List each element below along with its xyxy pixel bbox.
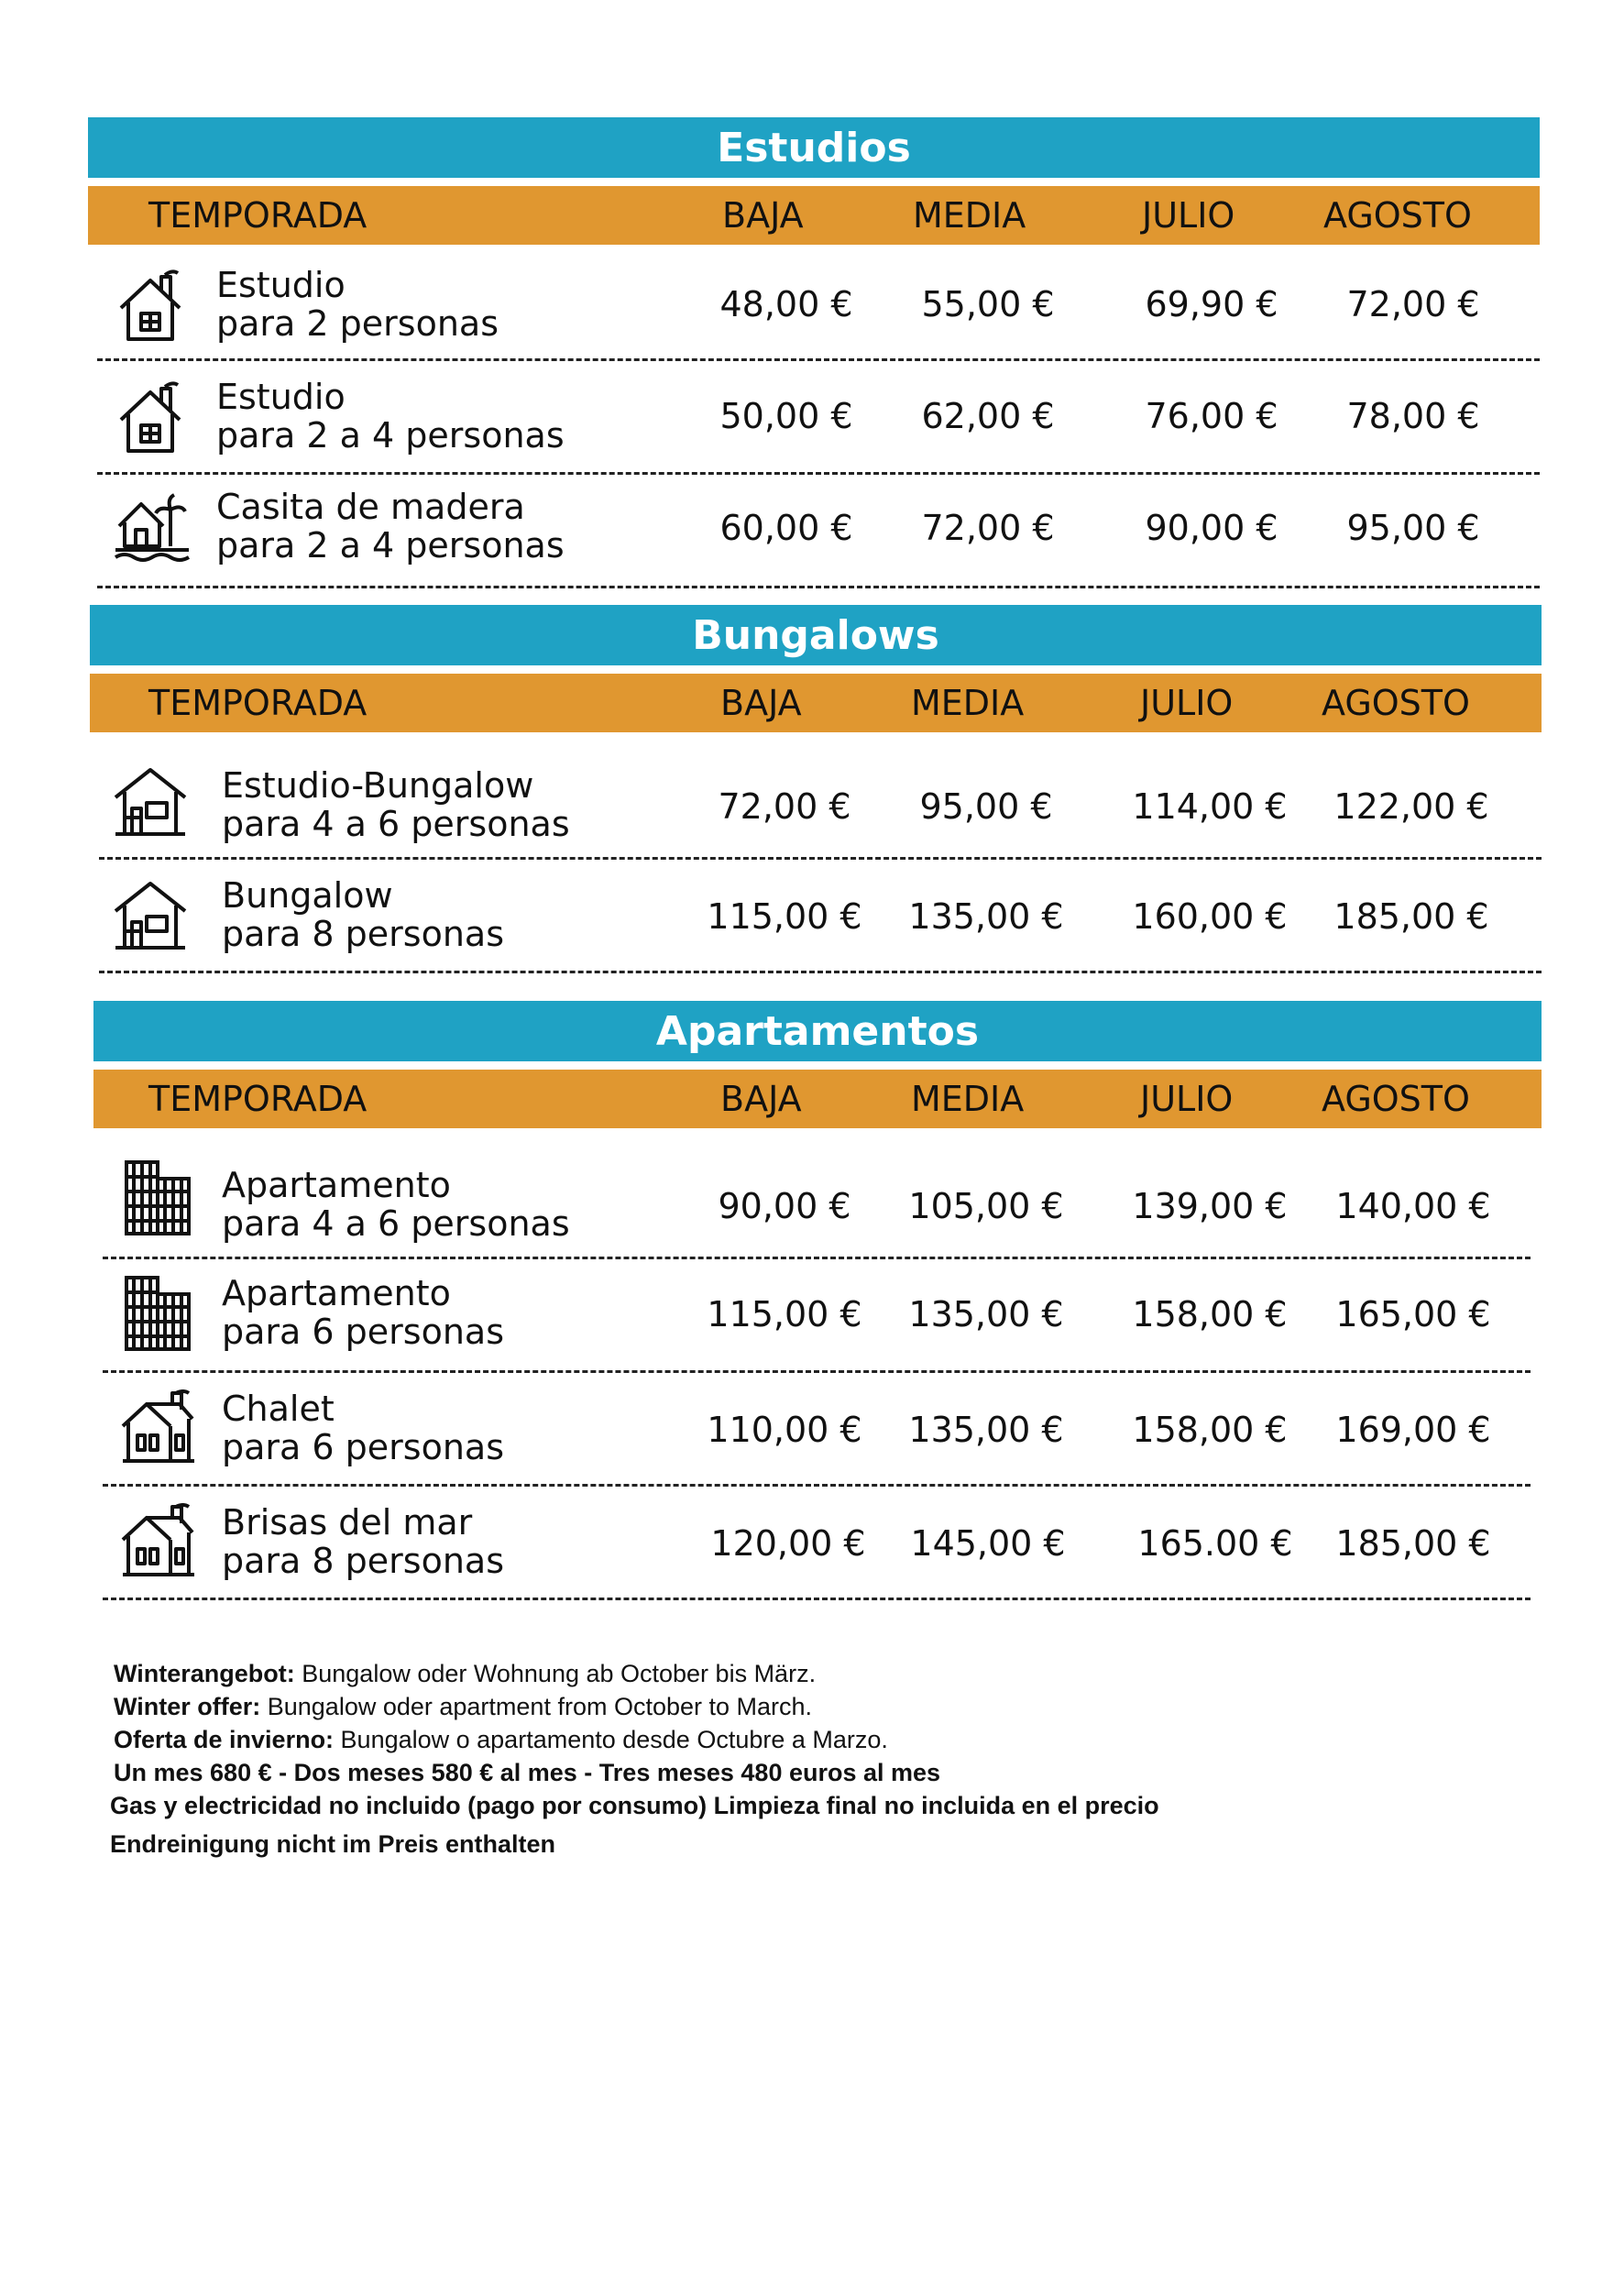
price-agosto: 95,00 € [1346,508,1480,548]
bungalow-icon [112,876,189,953]
price-agosto: 169,00 € [1335,1410,1491,1450]
table-row [93,1487,1531,1600]
row-divider [103,1598,1531,1600]
price-media: 135,00 € [908,896,1064,937]
apartment-building-icon [119,1274,196,1351]
table-row [93,1373,1531,1487]
row-name: Bungalow para 8 personas [222,875,504,954]
table-row [93,1137,1531,1259]
footer-notes [110,1657,1397,1861]
chalet-icon [119,1503,196,1580]
section-title: Estudios [88,117,1540,178]
price-baja: 60,00 € [719,508,853,548]
price-agosto: 122,00 € [1333,786,1489,827]
section-title: Apartamentos [93,1001,1542,1061]
header-baja: BAJA [720,683,802,723]
table-row [88,247,1540,361]
row-divider [97,586,1540,588]
wooden-hut-icon [114,489,191,566]
price-julio: 160,00 € [1132,896,1288,937]
price-agosto: 140,00 € [1335,1186,1491,1226]
table-row [90,741,1542,860]
header-julio: JULIO [1140,1079,1234,1119]
price-agosto: 72,00 € [1346,284,1480,324]
price-baja: 90,00 € [718,1186,851,1226]
table-header [93,1070,1542,1128]
price-julio: 158,00 € [1132,1294,1288,1334]
header-julio: JULIO [1142,195,1235,236]
note-utilities: Gas y electricidad no incluido (pago por consumo) Limpieza final no incluida en el precio [110,1792,1159,1819]
price-baja: 115,00 € [707,896,862,937]
price-agosto: 165,00 € [1335,1294,1491,1334]
price-baja: 120,00 € [710,1523,866,1564]
table-row [90,860,1542,973]
note-endreinigung: Endreinigung nicht im Preis enthalten [110,1830,556,1858]
price-julio: 90,00 € [1145,508,1278,548]
section-bungalows [90,605,1542,972]
apartment-building-icon [119,1158,196,1235]
header-media: MEDIA [911,1079,1025,1119]
section-apartamentos [93,1001,1542,1615]
table-header [88,186,1540,245]
price-julio: 114,00 € [1132,786,1288,827]
note-winterangebot: Winterangebot: Bungalow oder Wohnung ab October bis März. [114,1660,817,1687]
price-baja: 50,00 € [719,396,853,436]
house-icon [114,379,191,456]
row-name: Estudio para 2 personas [216,265,499,344]
row-name: Chalet para 6 personas [222,1389,504,1467]
table-row [88,475,1540,588]
header-media: MEDIA [911,683,1025,723]
header-agosto: AGOSTO [1322,683,1470,723]
price-julio: 69,90 € [1145,284,1278,324]
price-julio: 158,00 € [1132,1410,1288,1450]
section-estudios [88,117,1540,594]
header-media: MEDIA [913,195,1026,236]
chalet-icon [119,1389,196,1466]
header-agosto: AGOSTO [1322,1079,1470,1119]
price-media: 135,00 € [908,1410,1064,1450]
header-temporada: TEMPORADA [148,1079,368,1119]
note-monthly-prices: Un mes 680 € - Dos meses 580 € al mes - Tres meses 480 euros al mes [114,1759,941,1786]
note-winter-offer: Winter offer: Bungalow oder apartment from October to March. [114,1693,813,1720]
row-name: Casita de madera para 2 a 4 personas [216,487,565,566]
table-row [93,1259,1531,1373]
price-media: 105,00 € [908,1186,1064,1226]
row-name: Apartamento para 6 personas [222,1273,504,1352]
price-media: 62,00 € [921,396,1055,436]
price-julio: 76,00 € [1145,396,1278,436]
note-oferta-invierno: Oferta de invierno: Bungalow o apartamento desde Octubre a Marzo. [114,1726,888,1753]
price-agosto: 185,00 € [1335,1523,1491,1564]
price-media: 135,00 € [908,1294,1064,1334]
price-media: 145,00 € [910,1523,1066,1564]
price-baja: 115,00 € [707,1294,862,1334]
header-temporada: TEMPORADA [148,195,368,236]
price-media: 72,00 € [921,508,1055,548]
header-agosto: AGOSTO [1323,195,1472,236]
price-julio: 139,00 € [1132,1186,1288,1226]
house-icon [114,268,191,345]
price-agosto: 185,00 € [1333,896,1489,937]
row-name: Estudio-Bungalow para 4 a 6 personas [222,765,570,844]
header-julio: JULIO [1140,683,1234,723]
table-row [88,361,1540,475]
header-baja: BAJA [722,195,804,236]
header-baja: BAJA [720,1079,802,1119]
price-baja: 48,00 € [719,284,853,324]
row-divider [99,971,1542,973]
price-baja: 72,00 € [718,786,851,827]
price-media: 55,00 € [921,284,1055,324]
price-baja: 110,00 € [707,1410,862,1450]
price-julio: 165.00 € [1137,1523,1293,1564]
price-agosto: 78,00 € [1346,396,1480,436]
table-header [90,674,1542,732]
price-media: 95,00 € [919,786,1053,827]
row-name: Brisas del mar para 8 personas [222,1502,504,1581]
row-name: Apartamento para 4 a 6 personas [222,1165,570,1244]
row-name: Estudio para 2 a 4 personas [216,377,565,456]
header-temporada: TEMPORADA [148,683,368,723]
bungalow-icon [112,763,189,840]
section-title: Bungalows [90,605,1542,665]
